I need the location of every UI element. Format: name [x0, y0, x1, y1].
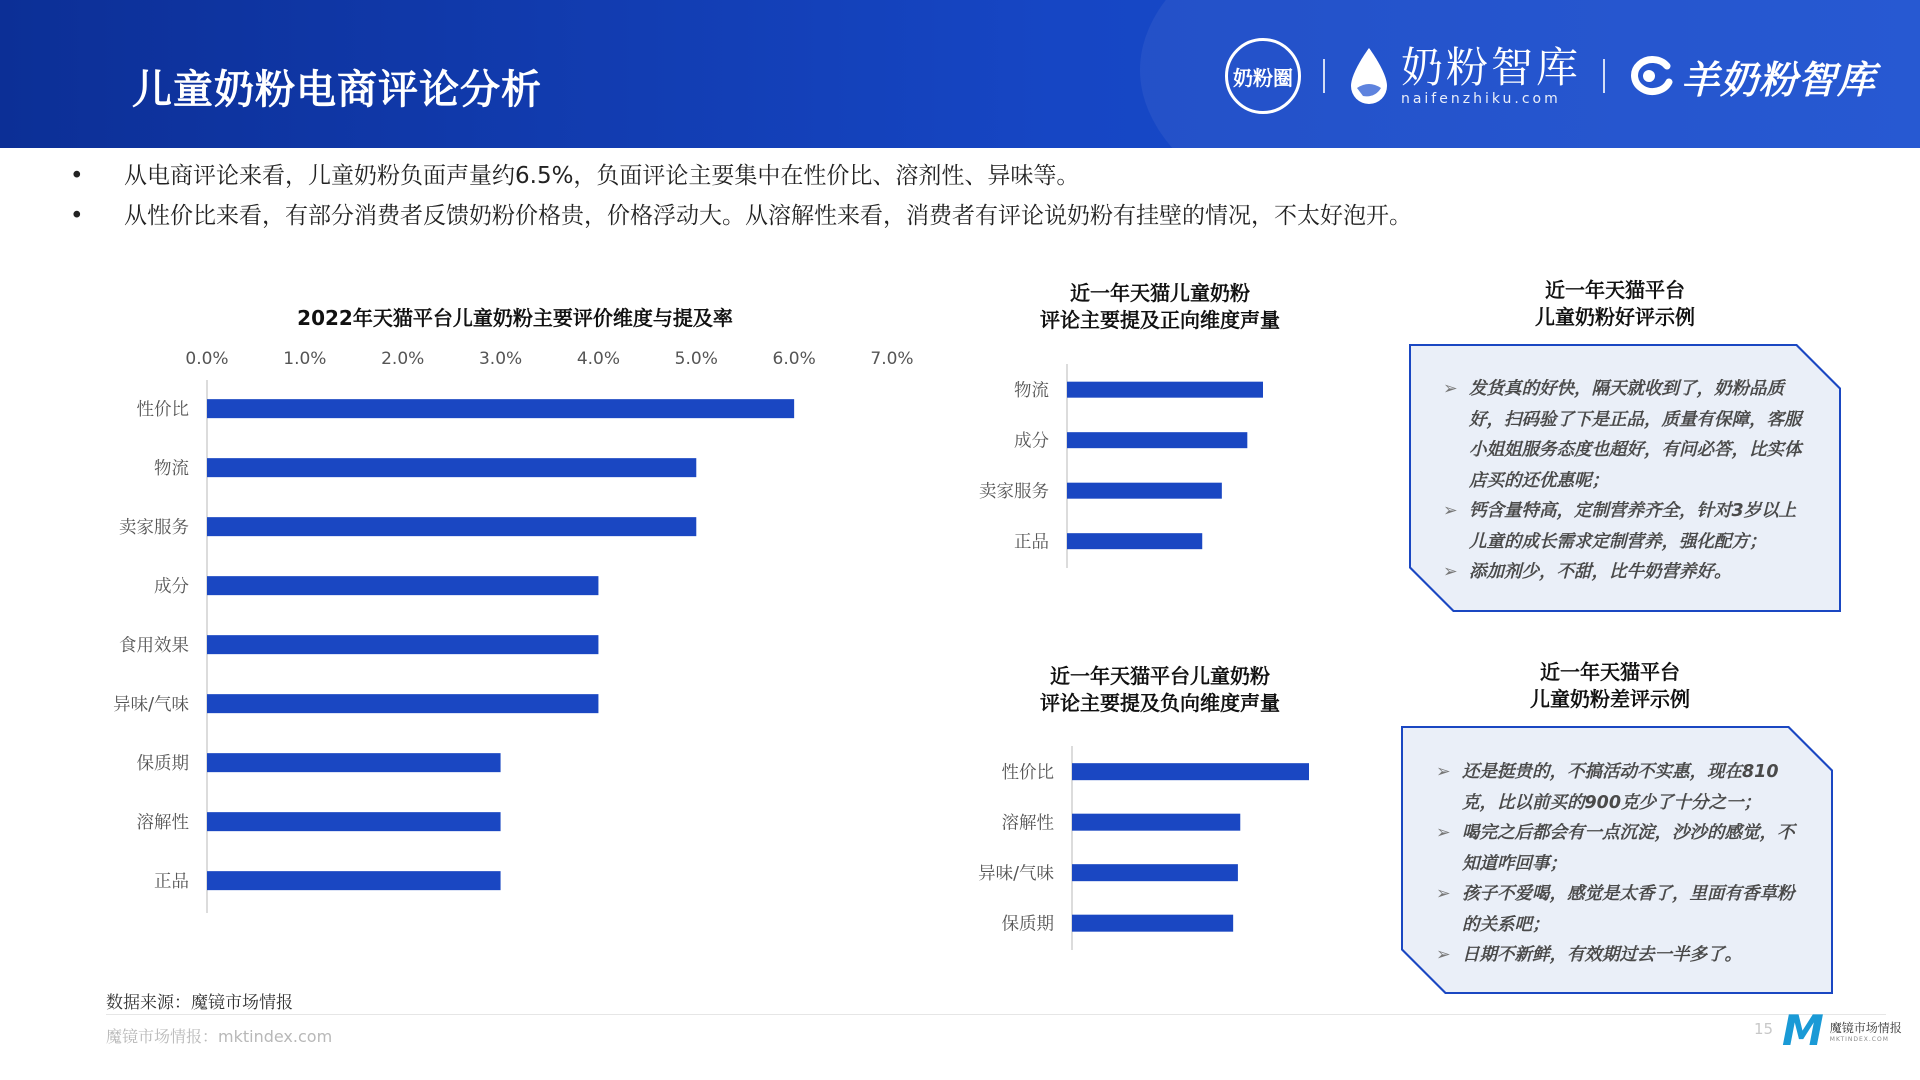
x-tick-label: 3.0% — [478, 349, 523, 369]
x-tick-label: 2.0% — [381, 349, 425, 369]
category-label: 性价比 — [136, 399, 189, 420]
x-tick-label: 7.0% — [870, 349, 914, 369]
arrow-bullet-icon: ➢ — [1436, 945, 1451, 965]
positive-chart-title-line1: 近一年天猫儿童奶粉 — [1070, 281, 1250, 305]
logo-divider — [1323, 59, 1325, 93]
negative-review-list — [1436, 757, 1806, 971]
brand-name-en: naifenzhiku.com — [1400, 91, 1561, 107]
review-item — [1436, 757, 1806, 818]
arrow-bullet-icon: ➢ — [1436, 762, 1451, 782]
bar — [1067, 483, 1222, 499]
bar — [1072, 915, 1233, 932]
logo-divider — [1603, 59, 1605, 93]
bullet-item — [70, 196, 1870, 236]
mktindex-logo-sub: MKTINDEX.COM — [1829, 1036, 1889, 1043]
bullet-text: 从性价比来看，有部分消费者反馈奶粉价格贵，价格浮动大。从溶解性来看，消费者有评论说奶粉有挂壁的情况，不太好泡开。 — [124, 203, 1412, 229]
category-label: 正品 — [1014, 532, 1049, 553]
bullet-item — [70, 156, 1870, 196]
main-bar-chart — [80, 340, 940, 920]
data-source: 数据来源：魔镜市场情报 — [106, 993, 293, 1013]
header-banner — [0, 0, 1920, 148]
bar — [1067, 533, 1202, 549]
review-item — [1436, 940, 1806, 971]
bar — [207, 399, 794, 418]
bullet-dot: • — [70, 163, 84, 189]
yangnaifen-logo — [1627, 49, 1876, 104]
mktindex-m-icon: M — [1782, 1006, 1824, 1055]
arrow-bullet-icon: ➢ — [1443, 379, 1458, 399]
page-title: 儿童奶粉电商评论分析 — [132, 67, 542, 113]
summary-bullets — [70, 156, 1870, 236]
category-label: 成分 — [154, 576, 189, 597]
bar — [207, 871, 501, 890]
positive-review-title-line2: 儿童奶粉好评示例 — [1535, 305, 1695, 329]
x-tick-label: 1.0% — [283, 349, 327, 369]
review-text: 发货真的好快，隔天就收到了，奶粉品质好，扫码验了下是正品，质量有保障，客服小姐姐服务态度也超好，有问必答，比实体店买的还优惠呢； — [1469, 379, 1802, 491]
negative-chart-title-line1: 近一年天猫平台儿童奶粉 — [1050, 664, 1270, 688]
negative-review-title — [1450, 659, 1770, 713]
x-tick-label: 6.0% — [772, 349, 816, 369]
positive-review-title-line1: 近一年天猫平台 — [1545, 278, 1685, 302]
positive-review-title — [1455, 277, 1775, 331]
negative-chart-title — [990, 663, 1330, 717]
arrow-bullet-icon: ➢ — [1443, 562, 1458, 582]
positive-chart-title-line2: 评论主要提及正向维度声量 — [1040, 308, 1280, 332]
bar — [207, 812, 501, 831]
arrow-bullet-icon: ➢ — [1436, 823, 1451, 843]
category-label: 保质期 — [136, 753, 189, 774]
category-label: 物流 — [1014, 380, 1049, 401]
category-label: 保质期 — [1001, 914, 1054, 935]
positive-bar-chart — [940, 360, 1280, 570]
bar — [207, 458, 696, 477]
page-number: 15 — [1754, 1020, 1774, 1038]
milk-drop-icon — [1347, 46, 1391, 106]
x-tick-label: 5.0% — [674, 349, 718, 369]
category-label: 溶解性 — [136, 812, 189, 833]
naifenzhiku-logo — [1347, 45, 1581, 107]
category-label: 物流 — [154, 458, 189, 479]
naifenquan-logo: 奶粉圈 — [1225, 38, 1301, 114]
mktindex-logo-text: 魔镜市场情报 — [1829, 1021, 1902, 1035]
main-chart-title: 2022年天猫平台儿童奶粉主要评价维度与提及率 — [297, 306, 733, 330]
positive-chart-title — [990, 280, 1330, 334]
arrow-bullet-icon: ➢ — [1443, 501, 1458, 521]
review-text: 钙含量特高，定制营养齐全，针对3岁以上儿童的成长需求定制营养，强化配方； — [1469, 501, 1797, 552]
brand3-name: 羊奶粉智库 — [1680, 57, 1876, 102]
review-text: 日期不新鲜，有效期过去一半多了。 — [1462, 945, 1742, 965]
category-label: 异味/气味 — [978, 863, 1054, 884]
bar — [207, 694, 598, 713]
bar — [1072, 763, 1309, 780]
bar — [1067, 382, 1263, 398]
bar — [207, 517, 696, 536]
negative-review-title-line1: 近一年天猫平台 — [1540, 660, 1680, 684]
review-item — [1436, 879, 1806, 940]
partner-logos — [1225, 36, 1876, 116]
bar — [207, 576, 598, 595]
category-label: 异味/气味 — [113, 694, 189, 715]
footer-watermark: 魔镜市场情报：mktindex.com — [106, 1027, 333, 1046]
bar — [1072, 864, 1238, 881]
footer-divider — [106, 1014, 1886, 1015]
review-text: 添加剂少，不甜，比牛奶营养好。 — [1469, 562, 1732, 582]
category-label: 食用效果 — [119, 635, 189, 656]
swirl-icon — [1627, 56, 1673, 96]
positive-review-list — [1443, 374, 1813, 588]
category-label: 性价比 — [1001, 762, 1054, 783]
bar — [1072, 814, 1240, 831]
category-label: 正品 — [154, 871, 189, 892]
mktindex-logo — [1782, 1006, 1902, 1055]
arrow-bullet-icon: ➢ — [1436, 884, 1451, 904]
review-item — [1443, 496, 1813, 557]
bar — [207, 635, 598, 654]
review-text: 孩子不爱喝，感觉是太香了，里面有香草粉的关系吧； — [1462, 884, 1795, 935]
bar — [1067, 432, 1247, 448]
bullet-dot: • — [70, 203, 84, 229]
review-text: 还是挺贵的，不搞活动不实惠，现在810克，比以前买的900克少了十分之一； — [1462, 762, 1779, 813]
category-label: 成分 — [1014, 431, 1049, 452]
x-tick-label: 0.0% — [185, 349, 229, 369]
category-label: 溶解性 — [1001, 813, 1054, 834]
review-item — [1443, 557, 1813, 588]
negative-bar-chart — [940, 742, 1320, 952]
category-label: 卖家服务 — [119, 517, 189, 538]
negative-chart-title-line2: 评论主要提及负向维度声量 — [1040, 691, 1280, 715]
review-item — [1443, 374, 1813, 496]
brand-name-cn: 奶粉智库 — [1400, 43, 1581, 92]
category-label: 卖家服务 — [979, 481, 1049, 502]
negative-review-title-line2: 儿童奶粉差评示例 — [1530, 687, 1690, 711]
review-text: 喝完之后都会有一点沉淀，沙沙的感觉，不知道咋回事； — [1462, 823, 1795, 874]
bullet-text: 从电商评论来看，儿童奶粉负面声量约6.5%，负面评论主要集中在性价比、溶剂性、异味等。 — [124, 163, 1080, 189]
review-item — [1436, 818, 1806, 879]
x-tick-label: 4.0% — [576, 349, 621, 369]
bar — [207, 753, 501, 772]
